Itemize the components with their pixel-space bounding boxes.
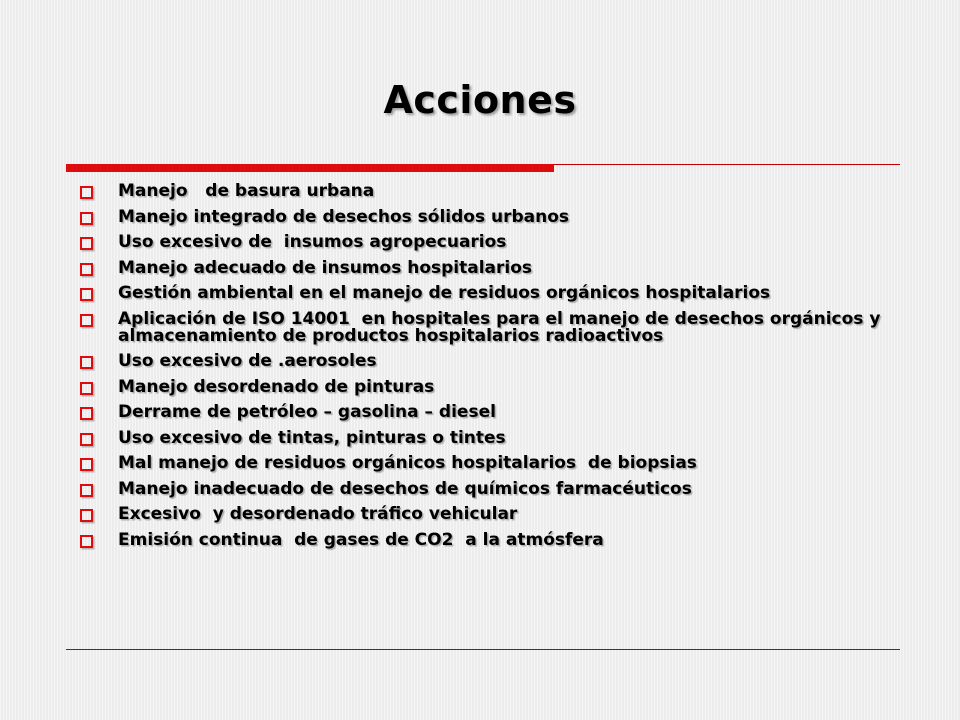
list-item [74,308,904,346]
list-item-text: Derrame de petróleo – gasolina – diesel [118,402,496,422]
list-item-text: Aplicación de ISO 14001 en hospitales para el manejo de desechos orgánicos y almacenamiento de productos hospitalarios radioactivos [118,308,887,346]
square-bullet-icon [80,314,93,327]
list-item-text: Uso excesivo de .aerosoles [118,351,377,371]
bottom-divider-line [66,649,900,650]
list-item-text: Gestión ambiental en el manejo de residuos orgánicos hospitalarios [118,283,771,303]
square-bullet-icon [80,237,93,250]
list-item-text: Emisión continua de gases de CO2 a la atmósfera [118,529,604,550]
square-bullet-icon [80,535,93,548]
square-bullet-icon [80,288,93,301]
list-item [74,257,904,278]
square-bullet-icon [80,263,93,276]
list-item [74,206,904,227]
square-bullet-icon [80,433,93,446]
list-item-text: Manejo adecuado de insumos hospitalarios [118,257,533,278]
list-item [74,285,904,302]
square-bullet-icon [80,382,93,395]
list-item [74,183,904,200]
list-item [74,478,904,499]
square-bullet-icon [80,509,93,522]
slide-title: Acciones [383,78,577,122]
list-item-text: Manejo integrado de desechos sólidos urbanos [118,206,570,227]
list-item [74,353,904,370]
square-bullet-icon [80,186,93,199]
list-item [74,234,904,251]
top-divider-line [554,164,900,165]
list-item-text: Excesivo y desordenado tráfico vehicular [118,504,518,524]
square-bullet-icon [80,212,93,225]
list-item [74,529,904,550]
list-item [74,506,904,523]
list-item [74,427,904,448]
title-underline-red-bar [66,164,554,172]
square-bullet-icon [80,458,93,471]
list-item-text: Manejo de basura urbana [118,181,375,201]
list-item-text: Uso excesivo de insumos agropecuarios [118,232,507,252]
list-item [74,404,904,421]
actions-bullet-list [74,183,904,557]
square-bullet-icon [80,484,93,497]
list-item-text: Mal manejo de residuos orgánicos hospitalarios de biopsias [118,453,697,473]
square-bullet-icon [80,356,93,369]
square-bullet-icon [80,407,93,420]
list-item [74,376,904,397]
list-item [74,455,904,472]
list-item-text: Uso excesivo de tintas, pinturas o tintes [118,427,506,448]
list-item-text: Manejo inadecuado de desechos de químicos farmacéuticos [118,478,692,499]
list-item-text: Manejo desordenado de pinturas [118,376,435,397]
